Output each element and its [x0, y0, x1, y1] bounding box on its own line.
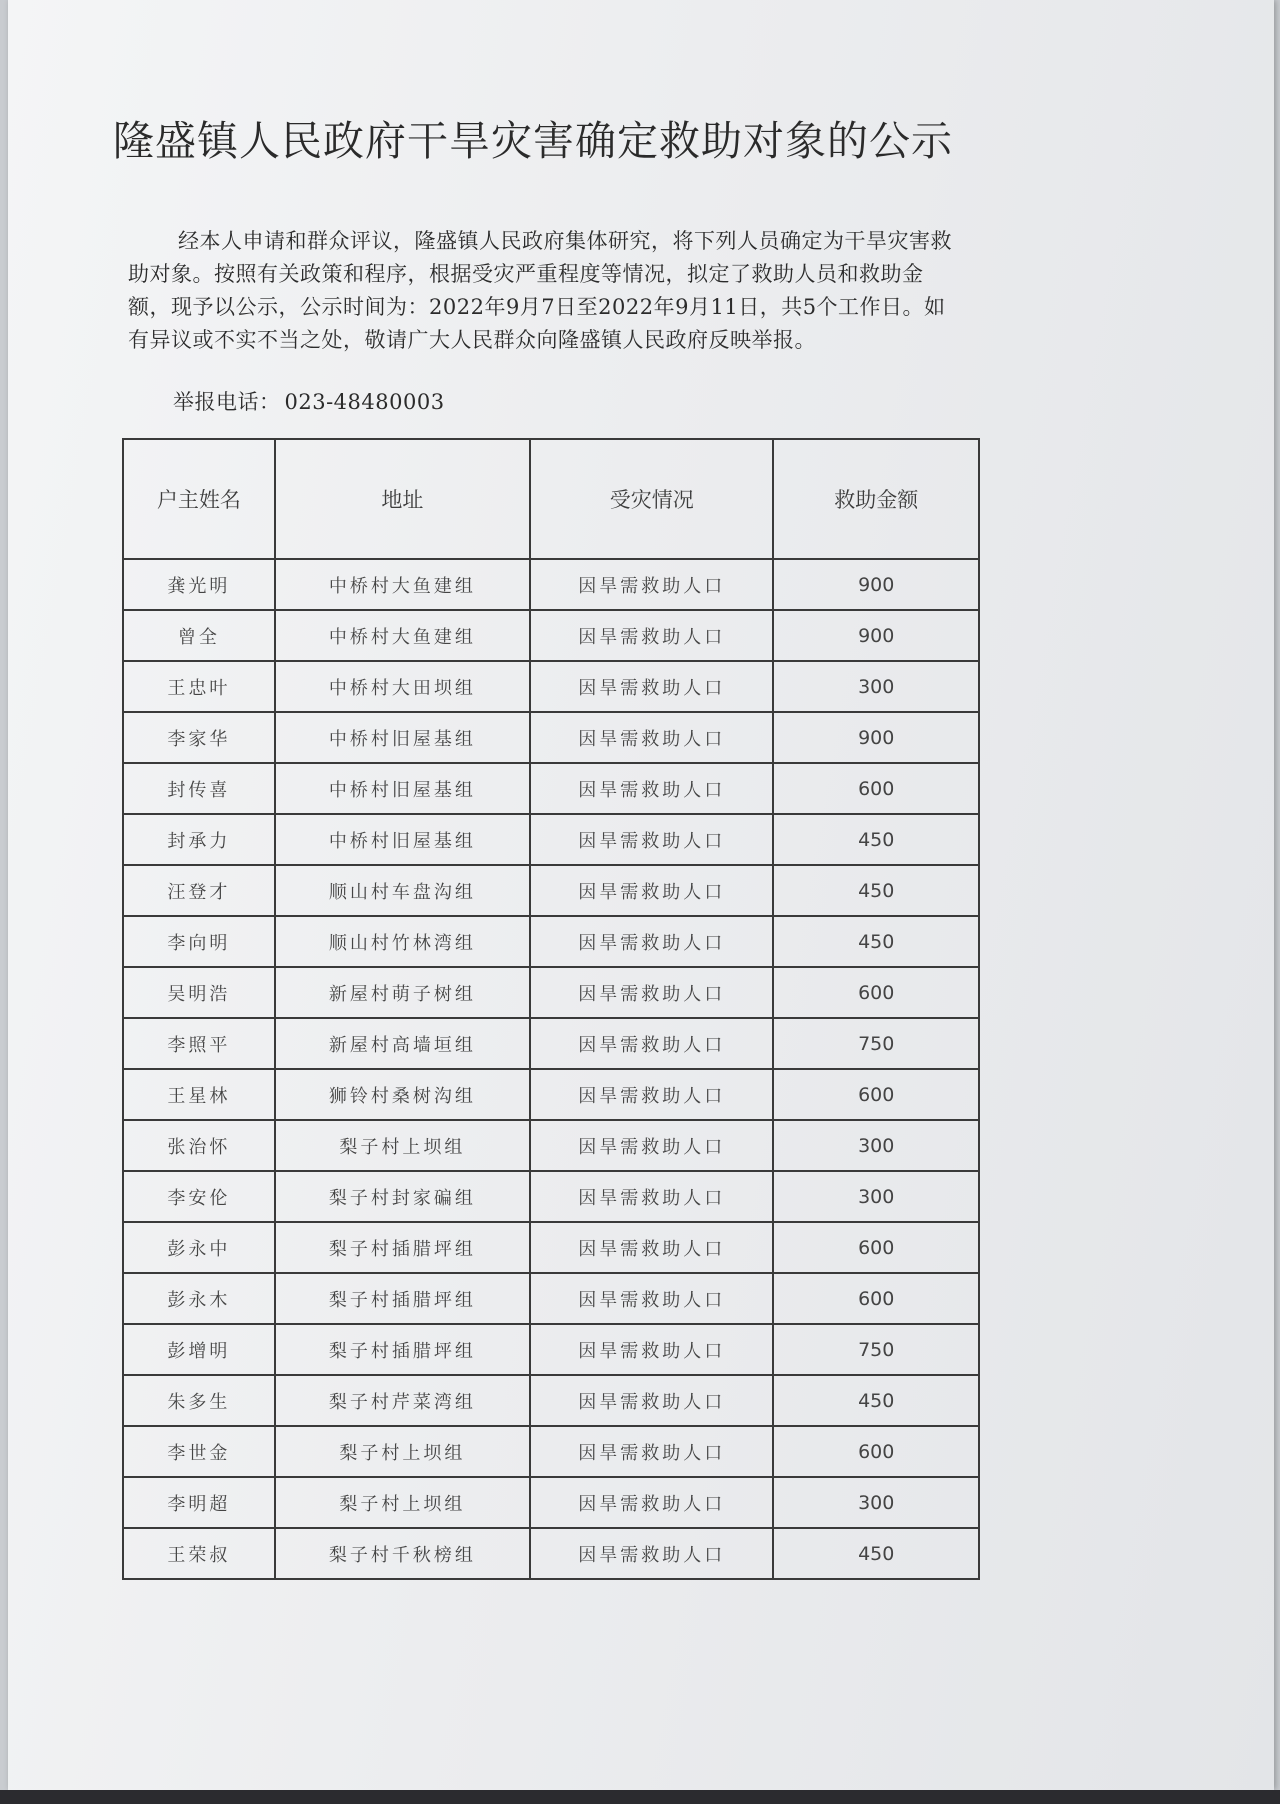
cell-householder-name: 封传喜 — [123, 763, 275, 814]
cell-address: 中桥村旧屋基组 — [275, 763, 530, 814]
cell-address: 顺山村车盘沟组 — [275, 865, 530, 916]
cell-relief-amount: 450 — [773, 1528, 979, 1579]
cell-disaster-situation: 因旱需救助人口 — [530, 1069, 773, 1120]
cell-relief-amount: 600 — [773, 1222, 979, 1273]
cell-address: 中桥村旧屋基组 — [275, 814, 530, 865]
cell-address: 中桥村旧屋基组 — [275, 712, 530, 763]
table-row — [123, 1018, 979, 1069]
table-row — [123, 814, 979, 865]
cell-address: 新屋村高墙垣组 — [275, 1018, 530, 1069]
cell-householder-name: 曾全 — [123, 610, 275, 661]
cell-householder-name: 朱多生 — [123, 1375, 275, 1426]
table-row — [123, 1069, 979, 1120]
report-hotline — [173, 386, 449, 416]
cell-disaster-situation: 因旱需救助人口 — [530, 1426, 773, 1477]
cell-relief-amount: 450 — [773, 814, 979, 865]
cell-relief-amount: 300 — [773, 1477, 979, 1528]
cell-relief-amount: 450 — [773, 1375, 979, 1426]
hotline-number: 023-48480003 — [284, 390, 445, 414]
cell-householder-name: 彭永中 — [123, 1222, 275, 1273]
header-address: 地址 — [275, 439, 530, 559]
cell-householder-name: 李照平 — [123, 1018, 275, 1069]
cell-relief-amount: 300 — [773, 1171, 979, 1222]
table-row — [123, 1324, 979, 1375]
cell-address: 梨子村上坝组 — [275, 1120, 530, 1171]
cell-address: 中桥村大田坝组 — [275, 661, 530, 712]
intro-paragraph: 经本人申请和群众评议，隆盛镇人民政府集体研究，将下列人员确定为干旱灾害救助对象。按照有关政策和程序，根据受灾严重程度等情况，拟定了救助人员和救助金额，现予以公示，公示时间为：2022年9月7日至2022年9月11日，共5个工作日。如有异议或不实不当之处，敬请广大人民群众向隆盛镇人民政府反映举报。 — [128, 229, 952, 352]
table-row — [123, 661, 979, 712]
cell-disaster-situation: 因旱需救助人口 — [530, 1018, 773, 1069]
cell-relief-amount: 600 — [773, 1426, 979, 1477]
cell-address: 梨子村插腊坪组 — [275, 1222, 530, 1273]
cell-householder-name: 王星林 — [123, 1069, 275, 1120]
header-householder-name: 户主姓名 — [123, 439, 275, 559]
cell-address: 狮铃村桑树沟组 — [275, 1069, 530, 1120]
desk-background-edge — [0, 1790, 1280, 1804]
table-row — [123, 1528, 979, 1579]
cell-relief-amount: 300 — [773, 1120, 979, 1171]
table-row — [123, 1477, 979, 1528]
cell-relief-amount: 600 — [773, 763, 979, 814]
cell-disaster-situation: 因旱需救助人口 — [530, 1375, 773, 1426]
table-body — [123, 559, 979, 1579]
table-row — [123, 712, 979, 763]
cell-disaster-situation: 因旱需救助人口 — [530, 1273, 773, 1324]
cell-householder-name: 龚光明 — [123, 559, 275, 610]
hotline-label: 举报电话： — [173, 390, 281, 414]
cell-address: 梨子村插腊坪组 — [275, 1324, 530, 1375]
cell-householder-name: 张治怀 — [123, 1120, 275, 1171]
table-header-row — [123, 439, 979, 559]
cell-disaster-situation: 因旱需救助人口 — [530, 814, 773, 865]
cell-disaster-situation: 因旱需救助人口 — [530, 1171, 773, 1222]
cell-householder-name: 王荣叔 — [123, 1528, 275, 1579]
table-row — [123, 1222, 979, 1273]
header-disaster-situation: 受灾情况 — [530, 439, 773, 559]
cell-address: 中桥村大鱼建组 — [275, 610, 530, 661]
cell-householder-name: 封承力 — [123, 814, 275, 865]
document-page — [8, 0, 1274, 1790]
cell-disaster-situation: 因旱需救助人口 — [530, 763, 773, 814]
cell-householder-name: 彭增明 — [123, 1324, 275, 1375]
cell-disaster-situation: 因旱需救助人口 — [530, 1477, 773, 1528]
cell-address: 顺山村竹林湾组 — [275, 916, 530, 967]
table-row — [123, 967, 979, 1018]
cell-disaster-situation: 因旱需救助人口 — [530, 1528, 773, 1579]
cell-householder-name: 李安伦 — [123, 1171, 275, 1222]
cell-relief-amount: 300 — [773, 661, 979, 712]
cell-address: 梨子村封家碥组 — [275, 1171, 530, 1222]
cell-relief-amount: 600 — [773, 1273, 979, 1324]
cell-relief-amount: 900 — [773, 712, 979, 763]
table-row — [123, 1120, 979, 1171]
cell-disaster-situation: 因旱需救助人口 — [530, 1120, 773, 1171]
cell-disaster-situation: 因旱需救助人口 — [530, 865, 773, 916]
table-row — [123, 610, 979, 661]
cell-address: 梨子村上坝组 — [275, 1426, 530, 1477]
table-row — [123, 1171, 979, 1222]
cell-relief-amount: 600 — [773, 967, 979, 1018]
cell-relief-amount: 450 — [773, 916, 979, 967]
cell-address: 梨子村芹菜湾组 — [275, 1375, 530, 1426]
table-row — [123, 763, 979, 814]
cell-disaster-situation: 因旱需救助人口 — [530, 1222, 773, 1273]
cell-disaster-situation: 因旱需救助人口 — [530, 610, 773, 661]
cell-householder-name: 汪登才 — [123, 865, 275, 916]
cell-householder-name: 王忠叶 — [123, 661, 275, 712]
cell-relief-amount: 900 — [773, 559, 979, 610]
cell-relief-amount: 750 — [773, 1018, 979, 1069]
cell-householder-name: 李向明 — [123, 916, 275, 967]
cell-relief-amount: 450 — [773, 865, 979, 916]
cell-disaster-situation: 因旱需救助人口 — [530, 661, 773, 712]
cell-address: 梨子村千秋榜组 — [275, 1528, 530, 1579]
cell-relief-amount: 600 — [773, 1069, 979, 1120]
cell-address: 中桥村大鱼建组 — [275, 559, 530, 610]
table-row — [123, 916, 979, 967]
cell-disaster-situation: 因旱需救助人口 — [530, 916, 773, 967]
cell-address: 梨子村上坝组 — [275, 1477, 530, 1528]
cell-householder-name: 李家华 — [123, 712, 275, 763]
cell-relief-amount: 750 — [773, 1324, 979, 1375]
cell-householder-name: 彭永木 — [123, 1273, 275, 1324]
cell-householder-name: 李明超 — [123, 1477, 275, 1528]
table-row — [123, 1273, 979, 1324]
page-title: 隆盛镇人民政府干旱灾害确定救助对象的公示 — [113, 117, 953, 165]
cell-relief-amount: 900 — [773, 610, 979, 661]
cell-disaster-situation: 因旱需救助人口 — [530, 559, 773, 610]
cell-address: 新屋村萌子树组 — [275, 967, 530, 1018]
header-relief-amount: 救助金额 — [773, 439, 979, 559]
cell-householder-name: 李世金 — [123, 1426, 275, 1477]
table-row — [123, 865, 979, 916]
table-row — [123, 559, 979, 610]
cell-disaster-situation: 因旱需救助人口 — [530, 967, 773, 1018]
table-row — [123, 1426, 979, 1477]
table-row — [123, 1375, 979, 1426]
relief-recipients-table — [122, 438, 980, 1580]
cell-disaster-situation: 因旱需救助人口 — [530, 1324, 773, 1375]
cell-householder-name: 吴明浩 — [123, 967, 275, 1018]
cell-disaster-situation: 因旱需救助人口 — [530, 712, 773, 763]
cell-address: 梨子村插腊坪组 — [275, 1273, 530, 1324]
